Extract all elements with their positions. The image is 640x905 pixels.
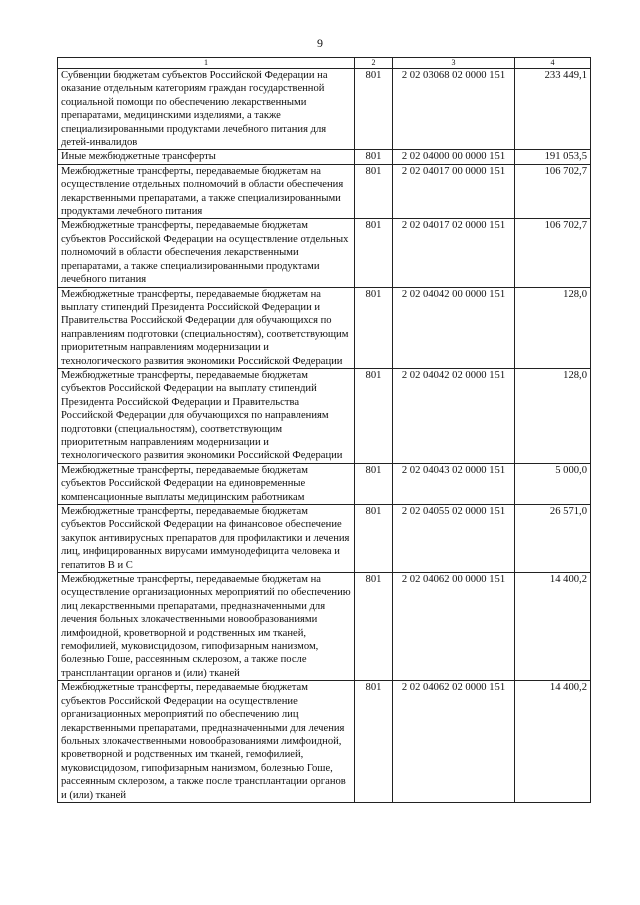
item-name: Межбюджетные трансферты, передаваемые бюджетам на осуществление отдельных полномочий в области обеспечения лекарственными препаратами, а также специализированными продуктами лечебного питания bbox=[58, 164, 355, 219]
item-name: Межбюджетные трансферты, передаваемые бюджетам субъектов Российской Федерации на единовременные компенсационные выплаты медицинским работникам bbox=[58, 463, 355, 504]
admin-code: 801 bbox=[355, 505, 393, 573]
amount: 128,0 bbox=[515, 287, 591, 368]
page-number: 9 bbox=[317, 36, 323, 50]
item-name: Межбюджетные трансферты, передаваемые бюджетам на выплату стипендий Президента Российской Федерации и Правительства Российской Федерации для обучающихся по направлениям подготовки (специальностям), соответствующим приоритетным направлениям модернизации и технологического развития экономики Российской Федерации bbox=[58, 287, 355, 368]
admin-code: 801 bbox=[355, 69, 393, 150]
budget-classifier: 2 02 04042 00 0000 151 bbox=[393, 287, 515, 368]
table-row bbox=[58, 287, 591, 368]
budget-classifier: 2 02 04017 00 0000 151 bbox=[393, 164, 515, 219]
budget-classifier: 2 02 04042 02 0000 151 bbox=[393, 368, 515, 463]
table-row bbox=[58, 150, 591, 164]
table-row bbox=[58, 368, 591, 463]
admin-code: 801 bbox=[355, 287, 393, 368]
amount: 26 571,0 bbox=[515, 505, 591, 573]
table-row bbox=[58, 505, 591, 573]
budget-classifier: 2 02 04043 02 0000 151 bbox=[393, 463, 515, 504]
admin-code: 801 bbox=[355, 219, 393, 287]
admin-code: 801 bbox=[355, 150, 393, 164]
budget-table bbox=[57, 57, 591, 803]
item-name: Межбюджетные трансферты, передаваемые бюджетам субъектов Российской Федерации на осуществление отдельных полномочий в области обеспечения лекарственными препаратами, а также специализированными продуктами лечебного питания bbox=[58, 219, 355, 287]
column-header-4: 4 bbox=[515, 58, 591, 69]
amount: 5 000,0 bbox=[515, 463, 591, 504]
column-header-3: 3 bbox=[393, 58, 515, 69]
table-row bbox=[58, 69, 591, 150]
amount: 14 400,2 bbox=[515, 573, 591, 681]
budget-classifier: 2 02 04062 00 0000 151 bbox=[393, 573, 515, 681]
admin-code: 801 bbox=[355, 681, 393, 803]
column-header-1: 1 bbox=[58, 58, 355, 69]
budget-classifier: 2 02 04062 02 0000 151 bbox=[393, 681, 515, 803]
item-name: Субвенции бюджетам субъектов Российской Федерации на оказание отдельным категориям граждан государственной социальной помощи по обеспечению лекарственными препаратами, медицинскими изделиями, а также специализированными продуктами лечебного питания для детей-инвалидов bbox=[58, 69, 355, 150]
item-name: Иные межбюджетные трансферты bbox=[58, 150, 355, 164]
budget-classifier: 2 02 04000 00 0000 151 bbox=[393, 150, 515, 164]
amount: 128,0 bbox=[515, 368, 591, 463]
table-row bbox=[58, 164, 591, 219]
table-row bbox=[58, 219, 591, 287]
table-header-row bbox=[58, 58, 591, 69]
budget-classifier: 2 02 03068 02 0000 151 bbox=[393, 69, 515, 150]
table-row bbox=[58, 681, 591, 803]
item-name: Межбюджетные трансферты, передаваемые бюджетам субъектов Российской Федерации на осуществление организационных мероприятий по обеспечению лиц лекарственными препаратами, предназначенными для лечения больных злокачественными новообразованиями лимфоидной, кроветворной и родственных им тканей, гемофилией, муковисцидозом, гипофизарным нанизмом, болезнью Гоше, рассеянным склерозом, а также после трансплантации органов и (или) тканей bbox=[58, 681, 355, 803]
amount: 106 702,7 bbox=[515, 219, 591, 287]
admin-code: 801 bbox=[355, 164, 393, 219]
amount: 106 702,7 bbox=[515, 164, 591, 219]
table-row bbox=[58, 573, 591, 681]
column-header-2: 2 bbox=[355, 58, 393, 69]
item-name: Межбюджетные трансферты, передаваемые бюджетам на осуществление организационных мероприятий по обеспечению лиц лекарственными препаратами, предназначенными для лечения больных злокачественными новообразованиями лимфоидной, кроветворной и родственных им тканей, гемофилией, муковисцидозом, гипофизарным нанизмом, болезнью Гоше, рассеянным склерозом, а также после трансплантации органов и (или) тканей bbox=[58, 573, 355, 681]
table-row bbox=[58, 463, 591, 504]
admin-code: 801 bbox=[355, 463, 393, 504]
admin-code: 801 bbox=[355, 573, 393, 681]
admin-code: 801 bbox=[355, 368, 393, 463]
amount: 233 449,1 bbox=[515, 69, 591, 150]
budget-classifier: 2 02 04055 02 0000 151 bbox=[393, 505, 515, 573]
item-name: Межбюджетные трансферты, передаваемые бюджетам субъектов Российской Федерации на выплату стипендий Президента Российской Федерации и Правительства Российской Федерации для обучающихся по направлениям подготовки (специальностям), соответствующим приоритетным направлениям модернизации и технологического развития экономики Российской Федерации bbox=[58, 368, 355, 463]
amount: 14 400,2 bbox=[515, 681, 591, 803]
item-name: Межбюджетные трансферты, передаваемые бюджетам субъектов Российской Федерации на финансовое обеспечение закупок антивирусных препаратов для профилактики и лечения лиц, инфицированных вирусами иммунодефицита человека и гепатитов В и С bbox=[58, 505, 355, 573]
budget-classifier: 2 02 04017 02 0000 151 bbox=[393, 219, 515, 287]
amount: 191 053,5 bbox=[515, 150, 591, 164]
